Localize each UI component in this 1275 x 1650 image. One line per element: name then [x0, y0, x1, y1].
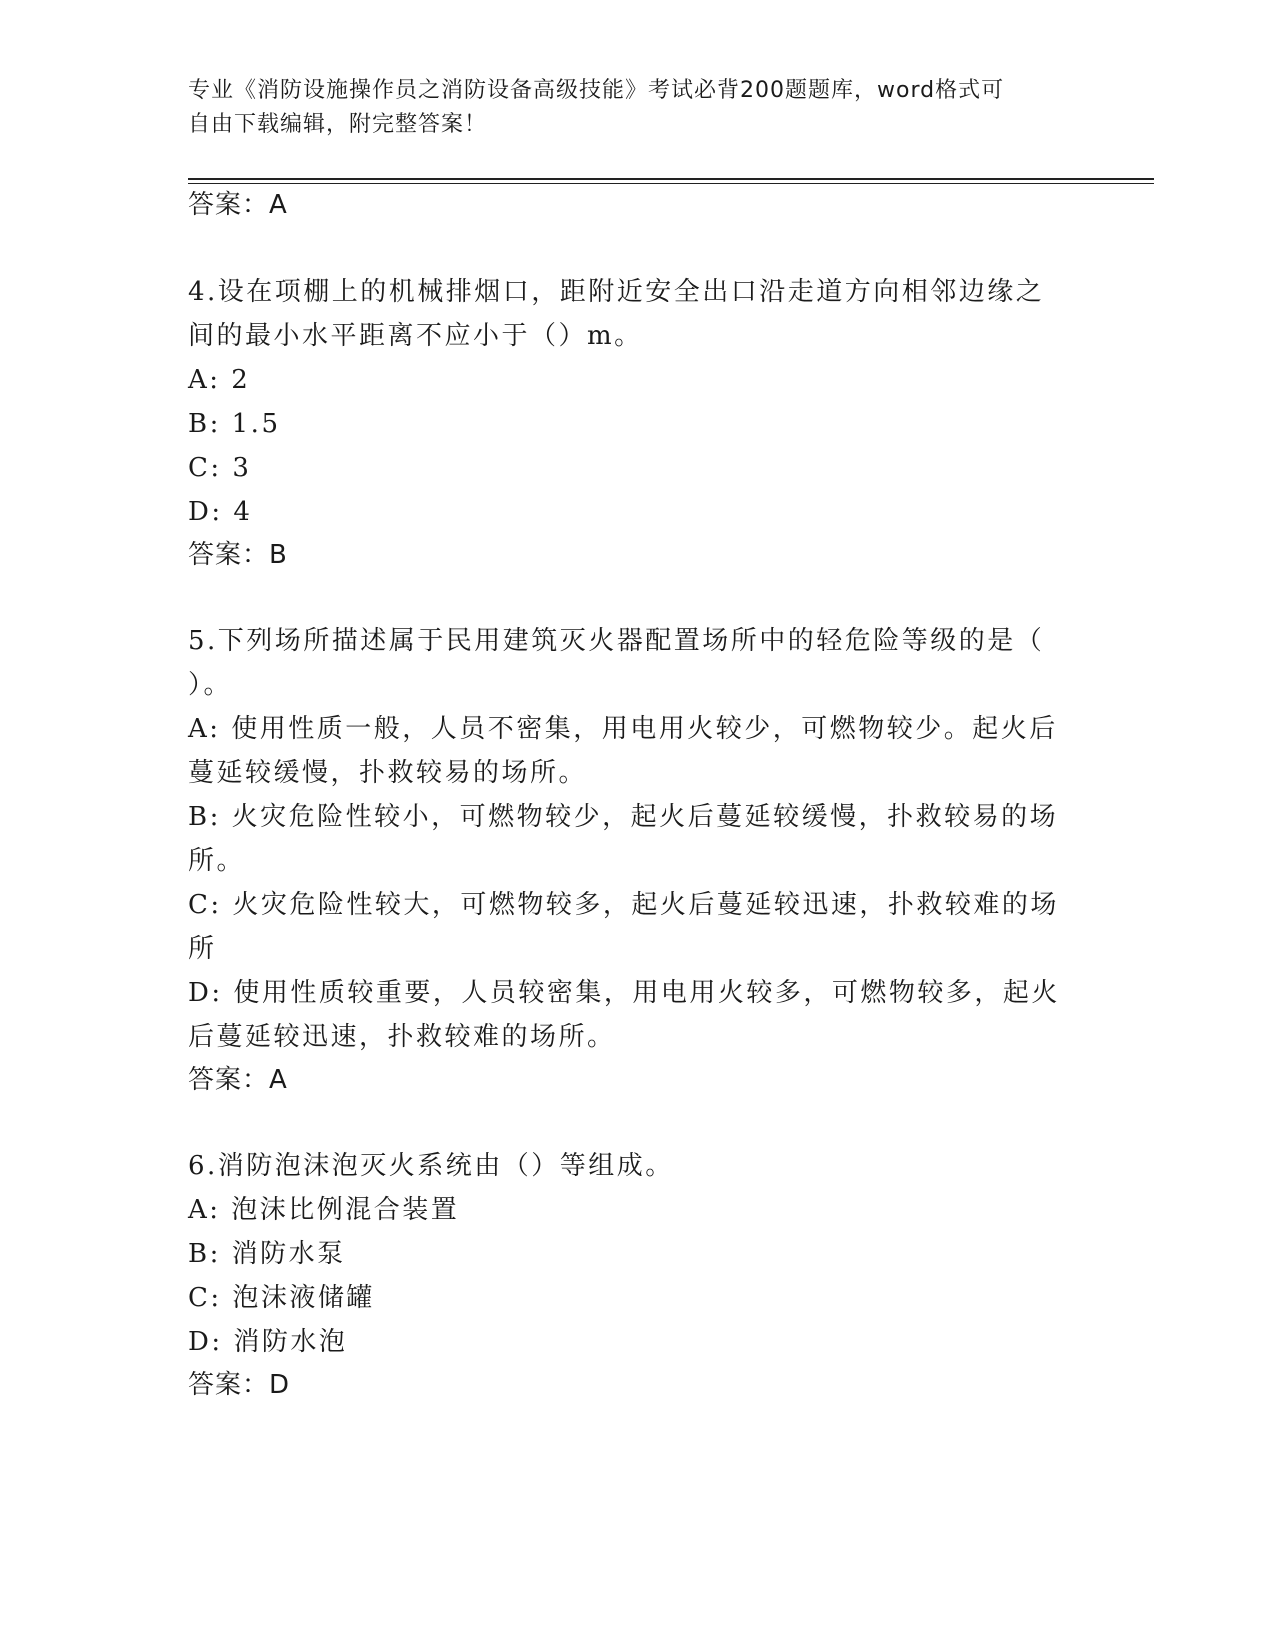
header-line-2: 自由下载编辑，附完整答案！: [188, 112, 488, 137]
q6-option-c: C: 泡沫液储罐: [188, 1283, 375, 1313]
document-header: [188, 74, 1068, 142]
q6-option-a: A: 泡沫比例混合装置: [188, 1195, 460, 1225]
q4-option-d: D: 4: [188, 497, 253, 527]
header-rule-thick: [188, 178, 1154, 180]
q5-option-c-line-1: C: 火灾危险性较大，可燃物较多，起火后蔓延较迅速，扑救较难的场: [188, 890, 1059, 920]
q5-option-c-line-2: 所: [188, 934, 217, 964]
q4-stem-line-1: 4.设在项棚上的机械排烟口，距附近安全出口沿走道方向相邻边缘之: [188, 277, 1045, 307]
q5-answer: 答案：A: [188, 1065, 288, 1095]
header-rule-thin: [188, 183, 1154, 184]
q6-answer: 答案：D: [188, 1370, 291, 1400]
q5-option-a-line-1: A: 使用性质一般，人员不密集，用电用火较少，可燃物较少。起火后: [188, 714, 1058, 744]
q5-option-d-line-1: D: 使用性质较重要，人员较密集，用电用火较多，可燃物较多，起火: [188, 978, 1060, 1008]
q4-answer: 答案：B: [188, 540, 288, 570]
q4-option-c: C: 3: [188, 453, 252, 483]
q5-option-b-line-2: 所。: [188, 846, 246, 876]
q4-option-a: A: 2: [188, 365, 251, 395]
q6-option-d: D: 消防水泡: [188, 1327, 348, 1357]
q6-option-b: B: 消防水泵: [188, 1239, 346, 1269]
q5-option-d-line-2: 后蔓延较迅速，扑救较难的场所。: [188, 1022, 616, 1052]
q5-option-b-line-1: B: 火灾危险性较小，可燃物较少，起火后蔓延较缓慢，扑救较易的场: [188, 802, 1059, 832]
q5-stem-line-1: 5.下列场所描述属于民用建筑灭火器配置场所中的轻危险等级的是（: [188, 626, 1045, 656]
q5-stem-line-2: ）。: [188, 670, 233, 700]
q4-stem-line-2: 间的最小水平距离不应小于（）m。: [188, 321, 643, 351]
q5-option-a-line-2: 蔓延较缓慢，扑救较易的场所。: [188, 758, 588, 788]
q6-stem-line-1: 6.消防泡沫泡灭火系统由（）等组成。: [188, 1151, 674, 1181]
previous-answer: 答案：A: [188, 190, 288, 220]
q4-option-b: B: 1.5: [188, 409, 281, 439]
header-line-1: 专业《消防设施操作员之消防设备高级技能》考试必背200题题库，word格式可: [188, 78, 1005, 103]
